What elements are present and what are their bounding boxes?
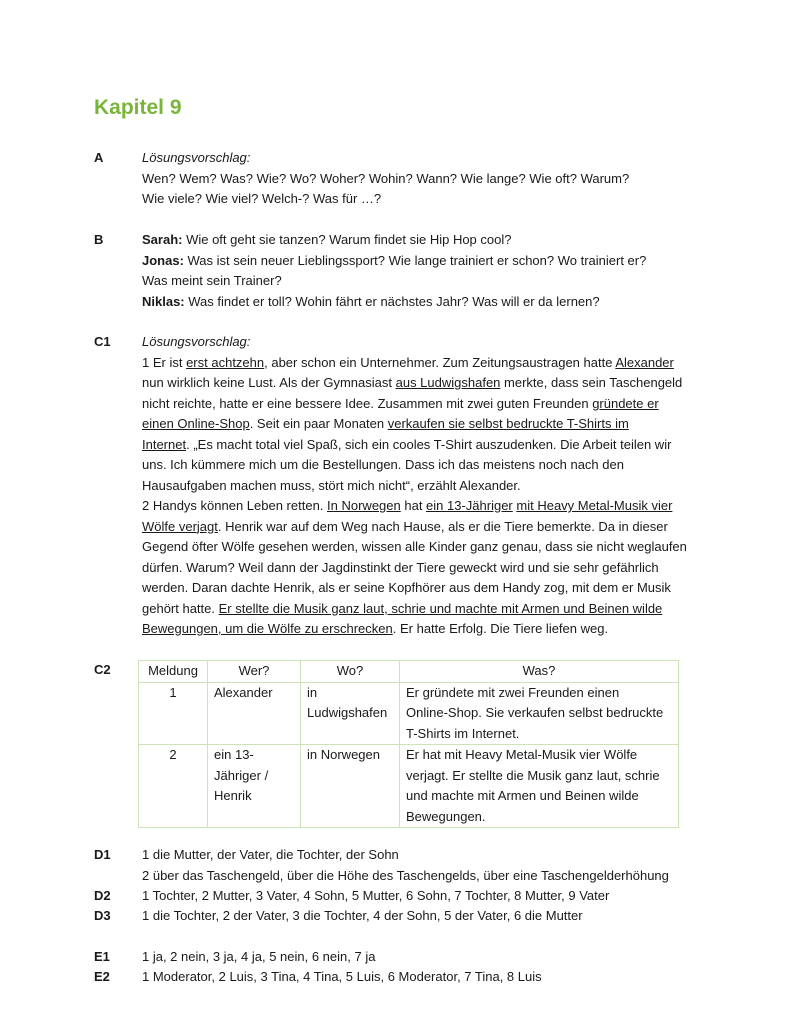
section-label: B (94, 232, 104, 247)
text-segment: 2 Handys können Leben retten. (142, 498, 328, 513)
text-line (142, 537, 702, 558)
section-label: A (94, 150, 104, 165)
table-cell-wer (208, 745, 301, 828)
text-line: 1 Tochter, 2 Mutter, 3 Vater, 4 Sohn, 5 Mutter, 6 Sohn, 7 Tochter, 8 Mutter, 9 Vater (142, 888, 610, 903)
text-line (142, 476, 702, 497)
c1-text-block (142, 353, 702, 640)
speaker-text: Was findet er toll? Wohin fährt er nächstes Jahr? Was will er da lernen? (184, 293, 600, 309)
section-label: D1 (94, 847, 111, 862)
cell-line: Ludwigshafen (307, 705, 388, 720)
cell-line: Bewegungen. (406, 808, 486, 824)
text-segment: . Seit ein paar Monaten (249, 416, 388, 431)
section-body (142, 967, 702, 988)
underlined-phrase: ein 13-Jähriger (426, 498, 513, 513)
text-line (142, 599, 702, 620)
table-row (139, 745, 679, 828)
text-line (142, 292, 702, 313)
text-line: 1 die Tochter, 2 der Vater, 3 die Tochter, 4 der Sohn, 5 der Vater, 6 die Mutter (142, 908, 583, 923)
section-body (142, 845, 702, 886)
text-segment: hat (400, 498, 427, 513)
text-line (142, 517, 702, 538)
text-line: 1 die Mutter, der Vater, die Tochter, der Sohn (142, 847, 399, 862)
table-row (139, 682, 679, 745)
column-header: Meldung (139, 661, 208, 683)
table-cell-meldung: 2 (139, 745, 208, 828)
text-line (142, 230, 702, 251)
underlined-phrase: einen Online-Shop (142, 416, 250, 431)
table-cell-wo (301, 745, 400, 828)
text-line (142, 251, 702, 272)
underlined-phrase: Wölfe verjagt (142, 518, 218, 534)
cell-line: Jähriger / (214, 767, 269, 783)
table-cell-wer (208, 682, 301, 745)
cell-line: Henrik (214, 788, 252, 803)
speaker-text: Wie oft geht sie tanzen? Warum findet sie Hip Hop cool? (182, 232, 512, 247)
text-line (142, 394, 702, 415)
text-segment: werden. Daran dachte Henrik, als er seine Kopfhörer aus dem Handy zog, mit dem er Musik (142, 580, 671, 595)
speaker-name: Jonas: (142, 252, 184, 268)
text-line: Was meint sein Trainer? (142, 273, 282, 288)
table-cell-was (400, 745, 679, 828)
page-title: Kapitel 9 (94, 96, 182, 119)
underlined-phrase: Alexander (615, 354, 674, 370)
table-body (139, 682, 679, 828)
speaker-name: Niklas: (142, 293, 185, 309)
text-line: Wen? Wem? Was? Wie? Wo? Woher? Wohin? Wann? Wie lange? Wie oft? Warum? (142, 170, 630, 186)
section-label: C1 (94, 334, 111, 349)
cell-line: Online-Shop. Sie verkaufen selbst bedruckte (406, 705, 664, 720)
speaker-text: Was ist sein neuer Lieblingssport? Wie lange trainiert er schon? Wo trainiert er? (183, 252, 647, 268)
cell-line: T-Shirts im Internet. (406, 725, 520, 741)
text-segment: nun wirklich keine Lust. Als der Gymnasiast (142, 375, 396, 390)
underlined-phrase: gründete er (592, 395, 659, 411)
section-body (142, 332, 702, 640)
speaker-name: Sarah: (142, 232, 183, 247)
underlined-phrase: verkaufen sie selbst bedruckte T-Shirts im (387, 416, 629, 431)
section-label: E1 (94, 949, 110, 964)
cell-line: Er hat mit Heavy Metal-Musik vier Wölfe (406, 747, 638, 762)
text-line (142, 373, 702, 394)
text-line (142, 353, 702, 374)
text-segment: dürfen. Warum? Weil dann der Jagdinstinkt der Tiere geweckt wird und sie sehr gefährlich (142, 559, 659, 575)
text-line: Wie viele? Wie viel? Welch-? Was für …? (142, 191, 382, 206)
text-segment: merkte, dass sein Taschengeld (500, 375, 683, 390)
underlined-phrase: mit Heavy Metal-Musik vier (516, 498, 673, 513)
c2-table (138, 660, 679, 828)
text-line: 1 ja, 2 nein, 3 ja, 4 ja, 5 nein, 6 nein, 7 ja (142, 949, 376, 964)
text-segment: gehört hatte. (142, 600, 219, 616)
column-header: Wer? (208, 661, 301, 683)
text-segment: nicht reichte, hatte er eine bessere Idee. Zusammen mit zwei guten Freunden (142, 395, 593, 411)
section-body (142, 906, 702, 927)
text-segment: uns. Ich kümmere mich um die Bestellungen. Dass ich das meistens noch nach den (142, 457, 624, 472)
section-body (142, 947, 702, 968)
text-segment: 1 Er ist (142, 354, 187, 370)
table-cell-was (400, 682, 679, 745)
underlined-phrase: Bewegungen, um die Wölfe zu erschrecken (142, 621, 393, 636)
section-label: E2 (94, 969, 110, 984)
text-line (142, 496, 702, 517)
section-body (142, 886, 702, 907)
cell-line: ein 13- (214, 747, 254, 762)
cell-line: in (307, 684, 318, 700)
text-segment: , aber schon ein Unternehmer. Zum Zeitungsaustragen hatte (264, 354, 616, 370)
text-segment: . Er hatte Erfolg. Die Tiere liefen weg. (392, 621, 609, 636)
underlined-phrase: Er stellte die Musik ganz laut, schrie und machte mit Armen und Beinen wilde (218, 600, 663, 616)
table-header-row (139, 661, 679, 683)
underlined-phrase: In Norwegen (327, 498, 401, 513)
column-header: Was? (400, 661, 679, 683)
cell-line: in Norwegen (307, 747, 380, 762)
solution-hint: Lösungsvorschlag: (142, 150, 251, 165)
section-body (142, 230, 702, 312)
text-segment: . Henrik war auf dem Weg nach Hause, als er die Tiere bemerkte. Da in dieser (217, 518, 668, 534)
section-label: D2 (94, 888, 111, 903)
text-line (142, 435, 702, 456)
table-cell-meldung: 1 (139, 682, 208, 745)
text-line: 2 über das Taschengeld, über die Höhe des Taschengelds, über eine Taschengelderhöhung (142, 867, 669, 883)
section-label: C2 (94, 662, 111, 677)
text-segment: . „Es macht total viel Spaß, sich ein cooles T-Shirt auszudenken. Die Arbeit teilen wir (186, 436, 672, 452)
text-segment: Gegend öfter Wölfe gesehen werden, wissen alle Kinder ganz genau, dass sie nicht weglaufen (142, 539, 687, 554)
text-line (142, 455, 702, 476)
underlined-phrase: aus Ludwigshafen (395, 375, 501, 390)
underlined-phrase: erst achtzehn (186, 354, 265, 370)
column-header: Wo? (301, 661, 400, 683)
text-line (142, 578, 702, 599)
cell-line: Alexander (214, 684, 273, 700)
solution-hint: Lösungsvorschlag: (142, 334, 251, 349)
text-segment: Hausaufgaben machen muss, stört mich nicht“, erzählt Alexander. (142, 477, 521, 493)
underlined-phrase: Internet (142, 436, 187, 452)
cell-line: und machte mit Armen und Beinen wilde (406, 788, 639, 803)
section-label: D3 (94, 908, 111, 923)
text-line (142, 414, 702, 435)
text-line (142, 619, 702, 640)
cell-line: verjagt. Er stellte die Musik ganz laut, schrie (406, 767, 660, 783)
table-cell-wo (301, 682, 400, 745)
text-line (142, 558, 702, 579)
text-line: 1 Moderator, 2 Luis, 3 Tina, 4 Tina, 5 Luis, 6 Moderator, 7 Tina, 8 Luis (142, 969, 542, 984)
cell-line: Er gründete mit zwei Freunden einen (406, 684, 620, 700)
section-body (142, 148, 702, 210)
